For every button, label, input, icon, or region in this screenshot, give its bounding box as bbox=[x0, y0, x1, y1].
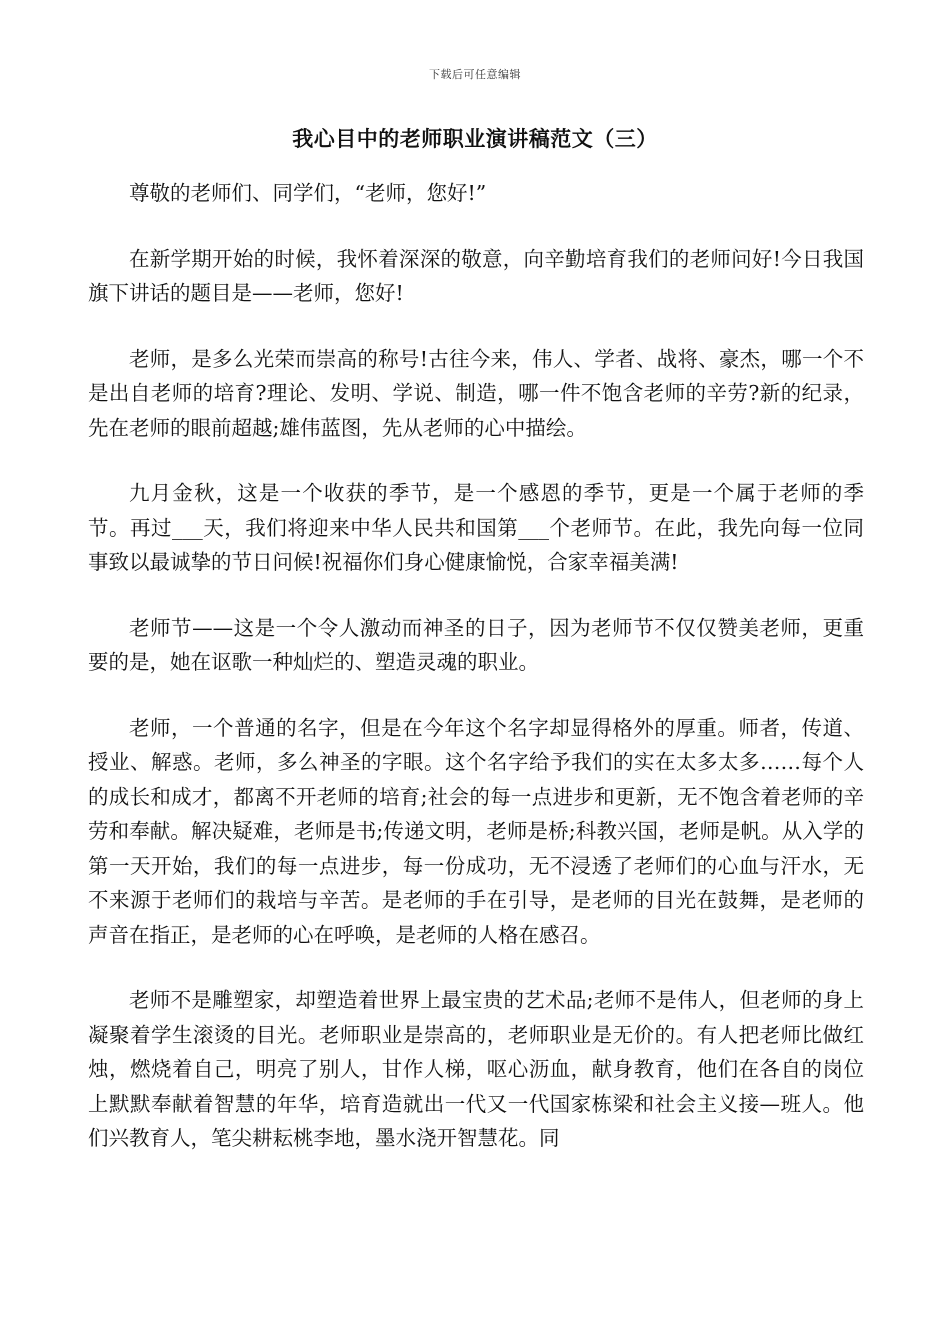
document-title: 我心目中的老师职业演讲稿范文（三） bbox=[292, 126, 658, 151]
paragraph-september: 九月金秋，这是一个收获的季节，是一个感恩的季节，更是一个属于老师的季节。再过___天，我们将迎来中华人民共和国第___个老师节。在此，我先向每一位同事致以最诚挚的节日问候!祝福你们身心健康愉悦，合家幸福美满! bbox=[88, 481, 864, 574]
paragraph-teachers-day: 老师节——这是一个令人激动而神圣的日子，因为老师节不仅仅赞美老师，更重要的是，她在讴歌一种灿烂的、塑造灵魂的职业。 bbox=[88, 615, 864, 674]
paragraph-not-sculptor: 老师不是雕塑家，却塑造着世界上最宝贵的艺术品;老师不是伟人，但老师的身上凝聚着学生滚烫的目光。老师职业是崇高的，老师职业是无价的。有人把老师比做红烛，燃烧着自己，明亮了别人，甘作人梯，呕心沥血，献身教育，他们在各自的岗位上默默奉献着智慧的年华，培育造就出一代又一代国家栋梁和社会主义接—班人。他们兴教育人，笔尖耕耘桃李地，墨水浇开智慧花。同 bbox=[88, 988, 864, 1150]
paragraph-greeting: 尊敬的老师们、同学们，“老师，您好!” bbox=[129, 181, 487, 205]
paragraph-honor: 老师，是多么光荣而崇高的称号!古往今来，伟人、学者、战将、豪杰，哪一个不是出自老师的培育?理论、发明、学说、制造，哪一件不饱含老师的辛劳?新的纪录，先在老师的眼前超越;雄伟蓝图，先从老师的心中描绘。 bbox=[88, 346, 864, 440]
paragraph-ordinary-name: 老师，一个普通的名字，但是在今年这个名字却显得格外的厚重。师者，传道、授业、解惑。老师，多么神圣的字眼。这个名字给予我们的实在太多太多……每个人的成长和成才，都离不开老师的培育;社会的每一点进步和更新，无不饱含着老师的辛劳和奉献。解决疑难，老师是书;传递文明，老师是桥;科教兴国，老师是帆。从入学的第一天开始，我们的每一点进步，每一份成功，无不浸透了老师们的心血与汗水，无不来源于老师们的栽培与辛苦。是老师的手在引导，是老师的目光在鼓舞，是老师的声音在指正，是老师的心在呼唤，是老师的人格在感召。 bbox=[88, 715, 864, 947]
paragraph-opening: 在新学期开始的时候，我怀着深深的敬意，向辛勤培育我们的老师问好!今日我国旗下讲话的题目是——老师，您好! bbox=[88, 246, 864, 305]
document-body bbox=[88, 176, 864, 1187]
page-header-note: 下载后可任意编辑 bbox=[429, 68, 521, 81]
